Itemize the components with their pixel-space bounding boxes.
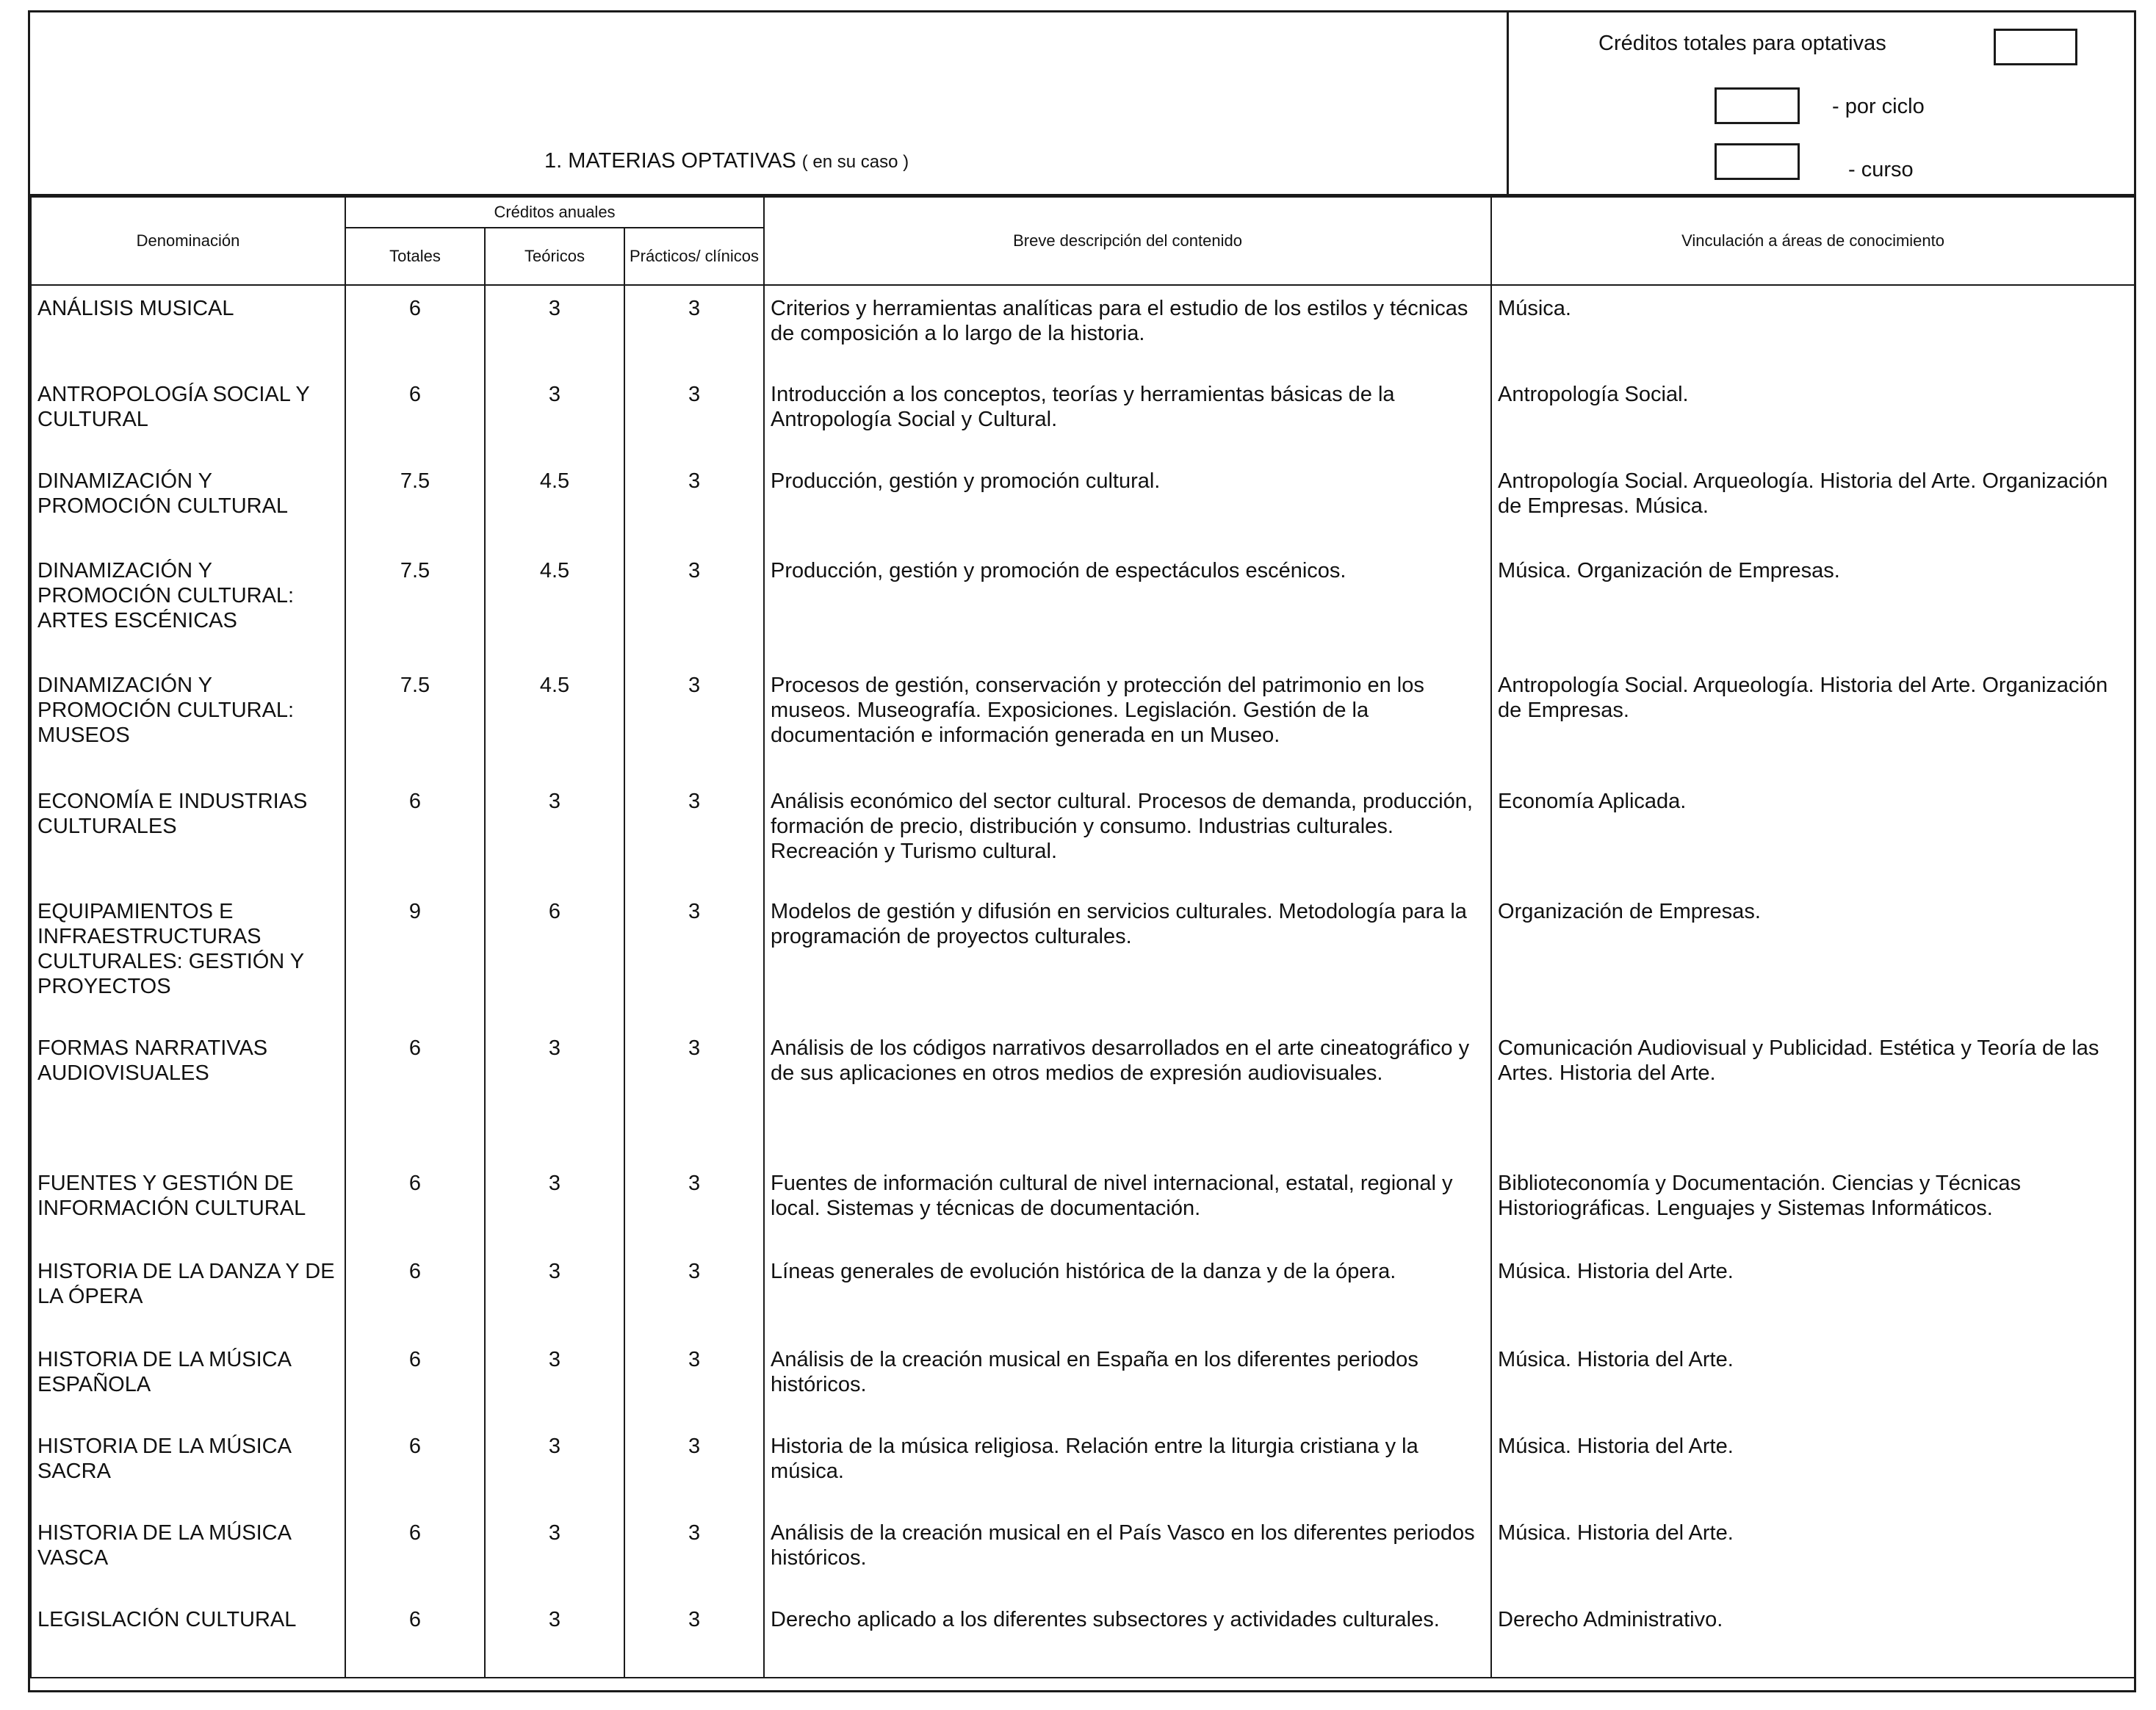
- table-row: [31, 1597, 2135, 1678]
- header-vinculacion: Vinculación a áreas de conocimiento: [1491, 197, 2135, 285]
- row-teoricos: 3: [485, 1161, 624, 1249]
- row-name: ECONOMÍA E INDUSTRIAS CULTURALES: [31, 779, 345, 889]
- row-areas: Derecho Administrativo.: [1491, 1597, 2135, 1678]
- row-practicos: 3: [624, 1337, 764, 1424]
- credits-panel: [1507, 12, 2138, 194]
- row-teoricos: 3: [485, 1597, 624, 1678]
- row-totales: 9: [345, 889, 485, 1025]
- table-body: [31, 285, 2135, 1678]
- row-totales: 6: [345, 1424, 485, 1510]
- document-sheet: [28, 10, 2136, 1692]
- row-name: FORMAS NARRATIVAS AUDIOVISUALES: [31, 1025, 345, 1161]
- row-totales: 6: [345, 285, 485, 372]
- row-areas: Música.: [1491, 285, 2135, 372]
- row-areas: Organización de Empresas.: [1491, 889, 2135, 1025]
- row-practicos: 3: [624, 548, 764, 663]
- row-description: Líneas generales de evolución histórica de la danza y de la ópera.: [764, 1249, 1491, 1337]
- row-teoricos: 4.5: [485, 663, 624, 779]
- row-teoricos: 3: [485, 372, 624, 458]
- row-description: Introducción a los conceptos, teorías y herramientas básicas de la Antropología Social y Cultural.: [764, 372, 1491, 458]
- row-teoricos: 3: [485, 1249, 624, 1337]
- row-teoricos: 4.5: [485, 548, 624, 663]
- table-row: [31, 372, 2135, 458]
- row-totales: 6: [345, 1510, 485, 1597]
- row-name: DINAMIZACIÓN Y PROMOCIÓN CULTURAL: [31, 458, 345, 548]
- row-practicos: 3: [624, 779, 764, 889]
- row-teoricos: 6: [485, 889, 624, 1025]
- section-title-note: ( en su caso ): [801, 152, 909, 172]
- row-teoricos: 4.5: [485, 458, 624, 548]
- row-areas: Música. Organización de Empresas.: [1491, 548, 2135, 663]
- row-areas: Música. Historia del Arte.: [1491, 1510, 2135, 1597]
- row-areas: Comunicación Audiovisual y Publicidad. Estética y Teoría de las Artes. Historia del Arte.: [1491, 1025, 2135, 1161]
- table-row: [31, 1025, 2135, 1161]
- row-practicos: 3: [624, 285, 764, 372]
- row-totales: 7.5: [345, 458, 485, 548]
- row-practicos: 3: [624, 1161, 764, 1249]
- row-totales: 6: [345, 1337, 485, 1424]
- row-practicos: 3: [624, 1249, 764, 1337]
- table-row: [31, 663, 2135, 779]
- row-totales: 6: [345, 372, 485, 458]
- row-practicos: 3: [624, 1597, 764, 1678]
- row-name: HISTORIA DE LA MÚSICA VASCA: [31, 1510, 345, 1597]
- table-row: [31, 1161, 2135, 1249]
- row-areas: Antropología Social. Arqueología. Historia del Arte. Organización de Empresas. Música.: [1491, 458, 2135, 548]
- creditos-totales-label: Créditos totales para optativas: [1598, 32, 1886, 55]
- header-descripcion: Breve descripción del contenido: [764, 197, 1491, 285]
- row-description: Análisis económico del sector cultural. Procesos de demanda, producción, formación de precio, distribución y consumo. Industrias culturales. Recreación y Turismo cultural.: [764, 779, 1491, 889]
- row-totales: 6: [345, 1249, 485, 1337]
- table-row: [31, 779, 2135, 889]
- row-totales: 6: [345, 1025, 485, 1161]
- table-row: [31, 1249, 2135, 1337]
- row-description: Fuentes de información cultural de nivel internacional, estatal, regional y local. Sistemas y técnicas de documentación.: [764, 1161, 1491, 1249]
- row-name: EQUIPAMIENTOS E INFRAESTRUCTURAS CULTURALES: GESTIÓN Y PROYECTOS: [31, 889, 345, 1025]
- row-name: HISTORIA DE LA DANZA Y DE LA ÓPERA: [31, 1249, 345, 1337]
- row-teoricos: 3: [485, 779, 624, 889]
- header-creditos-anuales: Créditos anuales: [345, 197, 764, 228]
- row-description: Análisis de la creación musical en el País Vasco en los diferentes periodos históricos.: [764, 1510, 1491, 1597]
- table-row: [31, 1337, 2135, 1424]
- row-areas: Biblioteconomía y Documentación. Ciencias y Técnicas Historiográficas. Lenguajes y Sistemas Informáticos.: [1491, 1161, 2135, 1249]
- creditos-totales-box[interactable]: [1994, 29, 2077, 65]
- header-denominacion: Denominación: [31, 197, 345, 285]
- row-description: Análisis de la creación musical en España en los diferentes periodos históricos.: [764, 1337, 1491, 1424]
- row-description: Modelos de gestión y difusión en servicios culturales. Metodología para la programación de proyectos culturales.: [764, 889, 1491, 1025]
- row-areas: Economía Aplicada.: [1491, 779, 2135, 889]
- por-ciclo-label: - por ciclo: [1832, 95, 1925, 118]
- row-name: HISTORIA DE LA MÚSICA ESPAÑOLA: [31, 1337, 345, 1424]
- table-row: [31, 458, 2135, 548]
- table-row: [31, 548, 2135, 663]
- row-description: Producción, gestión y promoción cultural.: [764, 458, 1491, 548]
- optativas-table: [30, 196, 2135, 1678]
- row-practicos: 3: [624, 663, 764, 779]
- table-row: [31, 1424, 2135, 1510]
- table-row: [31, 889, 2135, 1025]
- section-title-text: 1. MATERIAS OPTATIVAS: [544, 149, 796, 173]
- header-practicos: Prácticos/ clínicos: [624, 228, 764, 285]
- row-name: LEGISLACIÓN CULTURAL: [31, 1597, 345, 1678]
- row-areas: Antropología Social. Arqueología. Historia del Arte. Organización de Empresas.: [1491, 663, 2135, 779]
- row-description: Procesos de gestión, conservación y protección del patrimonio en los museos. Museografía. Exposiciones. Legislación. Gestión de la documentación e información generada en un Museo.: [764, 663, 1491, 779]
- table-row: [31, 285, 2135, 372]
- header-totales: Totales: [345, 228, 485, 285]
- section-title: [544, 149, 909, 173]
- row-name: DINAMIZACIÓN Y PROMOCIÓN CULTURAL: MUSEOS: [31, 663, 345, 779]
- row-areas: Música. Historia del Arte.: [1491, 1424, 2135, 1510]
- row-practicos: 3: [624, 372, 764, 458]
- row-totales: 6: [345, 1161, 485, 1249]
- row-practicos: 3: [624, 458, 764, 548]
- row-description: Criterios y herramientas analíticas para el estudio de los estilos y técnicas de composición a lo largo de la historia.: [764, 285, 1491, 372]
- row-totales: 6: [345, 779, 485, 889]
- row-name: HISTORIA DE LA MÚSICA SACRA: [31, 1424, 345, 1510]
- section-header: [30, 12, 2134, 196]
- row-teoricos: 3: [485, 1424, 624, 1510]
- row-name: FUENTES Y GESTIÓN DE INFORMACIÓN CULTURAL: [31, 1161, 345, 1249]
- row-description: Derecho aplicado a los diferentes subsectores y actividades culturales.: [764, 1597, 1491, 1678]
- row-practicos: 3: [624, 889, 764, 1025]
- row-areas: Antropología Social.: [1491, 372, 2135, 458]
- row-practicos: 3: [624, 1510, 764, 1597]
- row-areas: Música. Historia del Arte.: [1491, 1337, 2135, 1424]
- row-description: Análisis de los códigos narrativos desarrollados en el arte cineatográfico y de sus aplicaciones en otros medios de expresión audiovisuales.: [764, 1025, 1491, 1161]
- table-row: [31, 1510, 2135, 1597]
- row-description: Producción, gestión y promoción de espectáculos escénicos.: [764, 548, 1491, 663]
- row-name: ANTROPOLOGÍA SOCIAL Y CULTURAL: [31, 372, 345, 458]
- row-teoricos: 3: [485, 1025, 624, 1161]
- row-teoricos: 3: [485, 1510, 624, 1597]
- row-name: ANÁLISIS MUSICAL: [31, 285, 345, 372]
- curso-label: - curso: [1848, 158, 1914, 181]
- row-description: Historia de la música religiosa. Relación entre la liturgia cristiana y la música.: [764, 1424, 1491, 1510]
- row-areas: Música. Historia del Arte.: [1491, 1249, 2135, 1337]
- row-totales: 7.5: [345, 663, 485, 779]
- row-teoricos: 3: [485, 1337, 624, 1424]
- row-practicos: 3: [624, 1025, 764, 1161]
- header-teoricos: Teóricos: [485, 228, 624, 285]
- row-totales: 7.5: [345, 548, 485, 663]
- row-name: DINAMIZACIÓN Y PROMOCIÓN CULTURAL: ARTES ESCÉNICAS: [31, 548, 345, 663]
- curso-box[interactable]: [1715, 143, 1800, 180]
- row-totales: 6: [345, 1597, 485, 1678]
- por-ciclo-box[interactable]: [1715, 87, 1800, 124]
- row-practicos: 3: [624, 1424, 764, 1510]
- row-teoricos: 3: [485, 285, 624, 372]
